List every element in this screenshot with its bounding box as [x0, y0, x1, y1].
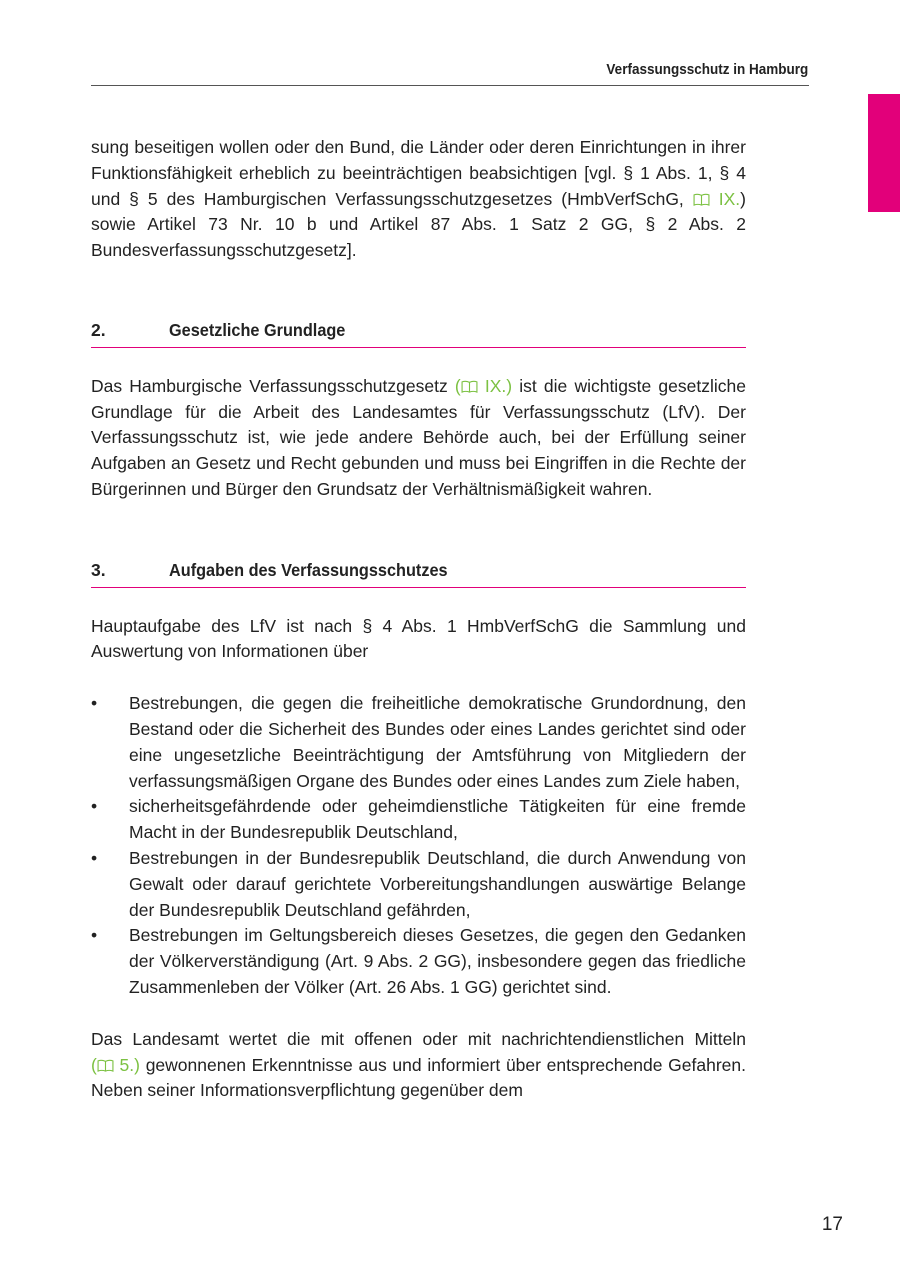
section-2-heading [91, 318, 746, 348]
section-2-paragraph: Das Hamburgische Verfassungsschutzgesetz ( IX.) ist die wichtigste gesetzliche Grundlage für die Arbeit des Landesamtes für Verfassungsschutz (LfV). Der Verfassungsschutz ist, wie jede andere Behörde auch, bei der Erfüllung seiner Aufgaben an Gesetz und Recht gebunden und muss bei Eingriffen in die Rechte der Bürgerinnen und Bürger den Grundsatz der Verhältnismäßigkeit wahren. [91, 375, 746, 499]
page-content [91, 135, 746, 1104]
bullet-icon: • [91, 693, 98, 714]
section-2-title: Gesetzliche Grundlage [169, 319, 346, 340]
book-icon [97, 1059, 114, 1072]
list-item: • sicherheitsgefährdende oder geheimdienstliche Tätigkeiten für eine fremde Macht in der Bundesrepublik Deutschland, [91, 796, 746, 843]
task-list [91, 691, 746, 1001]
list-item: • Bestrebungen in der Bundesrepublik Deutschland, die durch Anwendung von Gewalt oder darauf gerichtete Vorbereitungshandlungen auswärtige Belange der Bundesrepublik Deutschland gefährden, [91, 847, 746, 920]
section-3-intro: Hauptaufgabe des LfV ist nach § 4 Abs. 1 HmbVerfSchG die Sammlung und Auswertung von Informationen über [91, 615, 746, 662]
law-reference-link[interactable]: ( IX.) [454, 375, 513, 396]
bullet-icon: • [91, 847, 98, 868]
chapter-tab-marker [868, 94, 900, 212]
list-item: • Bestrebungen im Geltungsbereich dieses Gesetzes, die gegen den Gedanken der Völkerverständigung (Art. 9 Abs. 2 GG), insbesondere gegen das friedliche Zusammenleben der Völker (Art. 26 Abs. 1 GG) gerichtet sind. [91, 925, 746, 997]
section-3-title: Aufgaben des Verfassungsschutzes [169, 559, 448, 580]
bullet-icon: • [91, 796, 98, 817]
bullet-icon: • [91, 925, 98, 946]
page-number: 17 [821, 1214, 843, 1235]
list-item: • Bestrebungen, die gegen die freiheitliche demokratische Grundordnung, den Bestand oder die Sicherheit des Bundes oder eines Landes gerichtet sind oder eine ungesetzliche Beeinträchtigung der Amtsführung von Mitgliedern der verfassungsmäßigen Organe des Bundes oder eines Landes zum Ziele haben, [91, 693, 746, 791]
law-reference-link[interactable]: IX. [693, 189, 740, 209]
section-2-number: 2. [91, 319, 106, 340]
header-rule [91, 85, 809, 86]
chapter-reference-link[interactable]: ( 5.) [91, 1054, 140, 1075]
section-3-heading [91, 558, 746, 588]
book-icon [693, 193, 710, 206]
section-3-closing-paragraph: Das Landesamt wertet die mit offenen oder mit nachrichtendienstlichen Mitteln ( 5.) gewonnenen Erkenntnisse aus und informiert über entsprechende Gefahren. Neben seiner Informationsverpflichtung gegenüber dem [91, 1028, 746, 1101]
intro-paragraph: sung beseitigen wollen oder den Bund, die Länder oder deren Einrichtungen in ihrer Funktionsfähigkeit erheblich zu beeinträchtigen beabsichtigen [vgl. § 1 Abs. 1, § 4 und § 5 des Hamburgischen Verfassungsschutzgesetzes (HmbVerfSchG, IX.) sowie Artikel 73 Nr. 10 b und Artikel 87 Abs. 1 Satz 2 GG, § 2 Abs. 2 Bundesverfassungsschutzgesetz]. [91, 137, 746, 261]
section-3-number: 3. [91, 559, 106, 580]
book-icon [461, 380, 478, 393]
header-title: Verfassungsschutz in Hamburg [606, 61, 808, 78]
